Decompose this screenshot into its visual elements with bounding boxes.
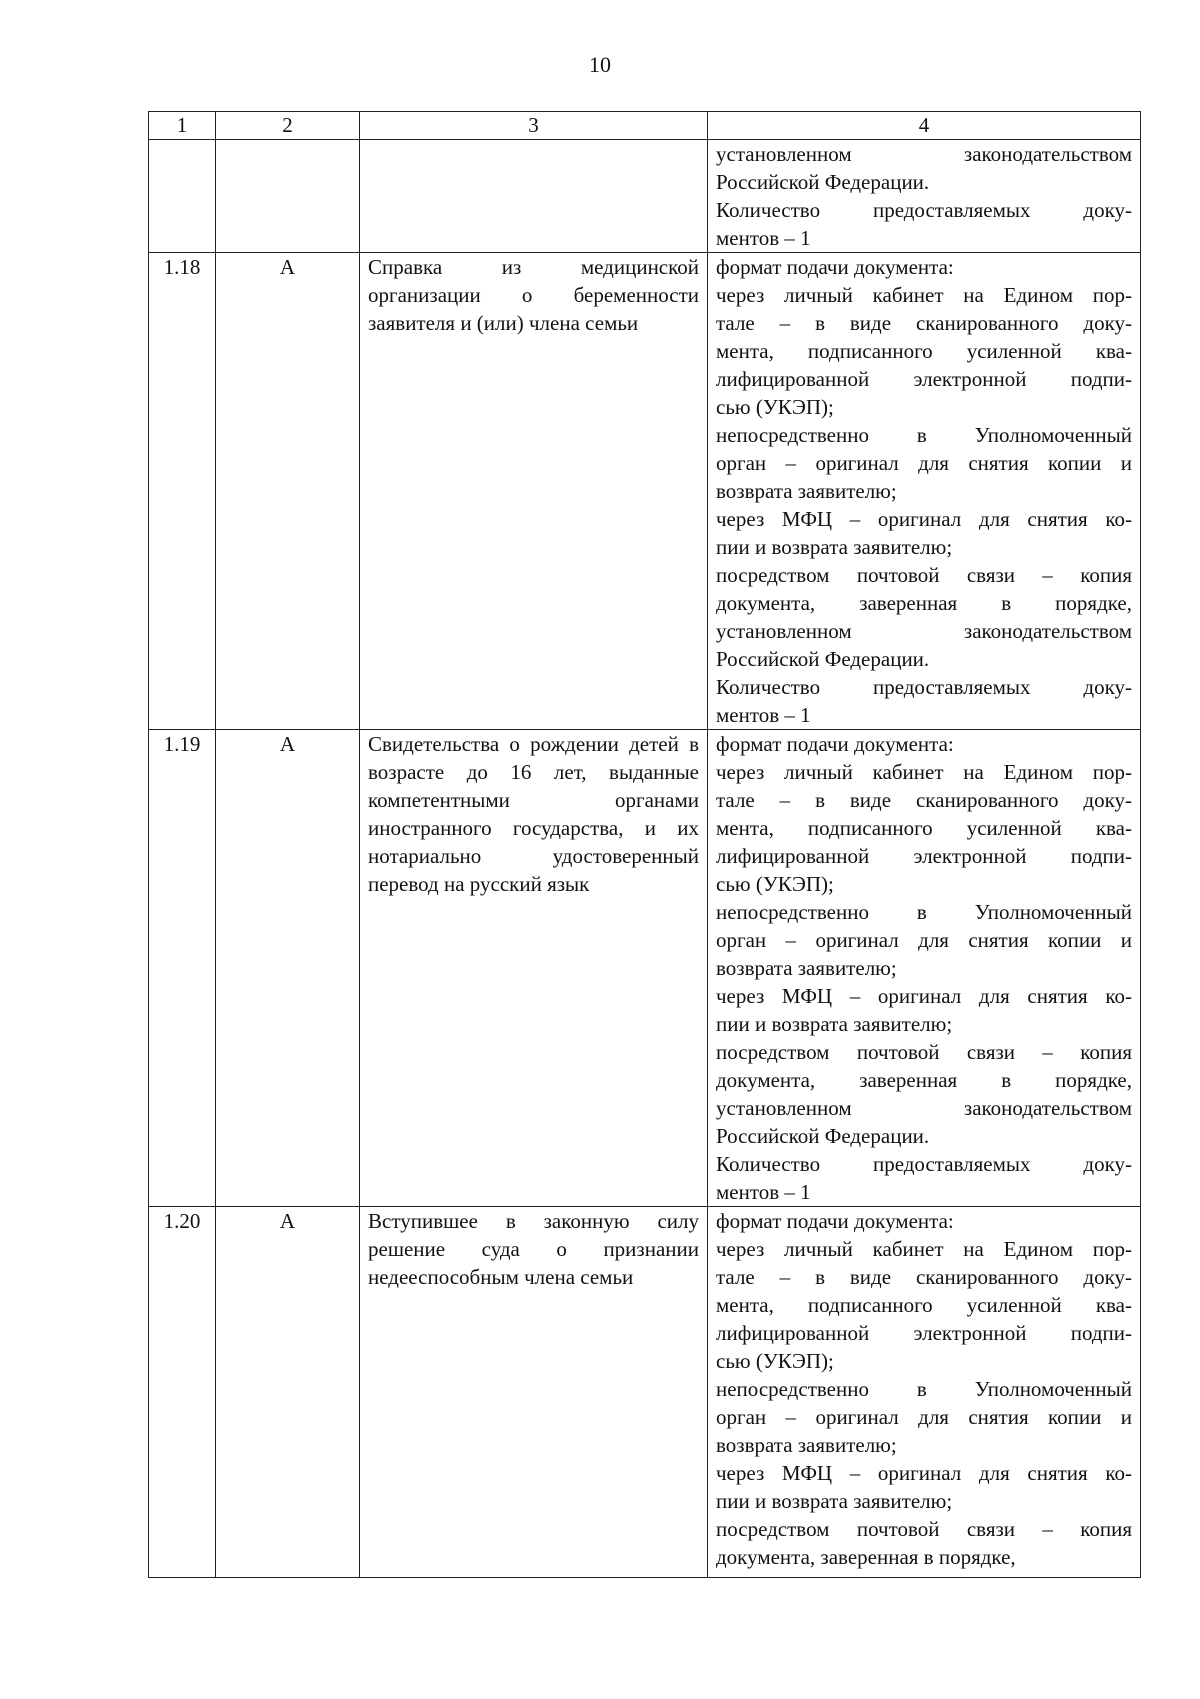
cell-text-line: сью (УКЭП); — [716, 395, 834, 419]
cell-text-line: ментов – 1 — [716, 703, 811, 727]
column-header-3: 3 — [360, 112, 708, 140]
document-description: Справка из медицинской организации о беременности заявителя и (или) члена семьи — [360, 253, 708, 730]
cell-empty — [360, 140, 708, 253]
cell-text-line: лифицированной электронной подпи- — [716, 1321, 1132, 1345]
column-header-4: 4 — [708, 112, 1141, 140]
page-number: 10 — [589, 52, 611, 77]
cell-text-line: через МФЦ – оригинал для снятия ко- — [716, 507, 1132, 531]
cell-text-line: возврата заявителю; — [716, 1433, 897, 1457]
cell-text-line: формат подачи документа: — [716, 255, 954, 279]
cell-text-line: через личный кабинет на Едином пор- — [716, 283, 1132, 307]
cell-text-line: орган – оригинал для снятия копии и — [716, 451, 1132, 475]
column-header-2: 2 — [216, 112, 360, 140]
cell-text-line: посредством почтовой связи – копия — [716, 1040, 1132, 1064]
cell-text-line: Количество предоставляемых доку- — [716, 675, 1132, 699]
cell-text-line: Российской Федерации. — [716, 647, 930, 671]
table-row — [149, 1207, 1141, 1578]
cell-text-line: Российской Федерации. — [716, 1124, 930, 1148]
cell-text-line: тале – в виде сканированного доку- — [716, 788, 1132, 812]
row-number: 1.18 — [149, 253, 216, 730]
cell-text-line: пии и возврата заявителю; — [716, 1012, 953, 1036]
cell-text-line: сью (УКЭП); — [716, 872, 834, 896]
row-code: А — [216, 1207, 360, 1578]
submission-format-cell — [708, 253, 1141, 730]
cell-text-line: тале – в виде сканированного доку- — [716, 311, 1132, 335]
column-header-1: 1 — [149, 112, 216, 140]
cell-text-line: Количество предоставляемых доку- — [716, 1152, 1132, 1176]
cell-text-line: ментов – 1 — [716, 226, 811, 250]
row-code: А — [216, 253, 360, 730]
cell-text-line: формат подачи документа: — [716, 732, 954, 756]
cell-text-line: документа, заверенная в порядке, — [716, 1068, 1132, 1092]
cell-text-line: посредством почтовой связи – копия — [716, 563, 1132, 587]
submission-format-cell — [708, 140, 1141, 253]
cell-text-line: через МФЦ – оригинал для снятия ко- — [716, 1461, 1132, 1485]
row-number: 1.20 — [149, 1207, 216, 1578]
cell-text-line: возврата заявителю; — [716, 956, 897, 980]
table-row — [149, 730, 1141, 1207]
cell-text-line: тале – в виде сканированного доку- — [716, 1265, 1132, 1289]
cell-text-line: непосредственно в Уполномоченный — [716, 423, 1132, 447]
cell-text-line: через МФЦ – оригинал для снятия ко- — [716, 984, 1132, 1008]
row-code: А — [216, 730, 360, 1207]
cell-text-line: сью (УКЭП); — [716, 1349, 834, 1373]
cell-text-line: пии и возврата заявителю; — [716, 535, 953, 559]
cell-text-line: мента, подписанного усиленной ква- — [716, 339, 1132, 363]
cell-text-line: установленном законодательством — [716, 619, 1132, 643]
cell-text-line: мента, подписанного усиленной ква- — [716, 816, 1132, 840]
cell-text-line: мента, подписанного усиленной ква- — [716, 1293, 1132, 1317]
cell-text-line: лифицированной электронной подпи- — [716, 367, 1132, 391]
cell-text-line: документа, заверенная в порядке, — [716, 591, 1132, 615]
cell-text-line: лифицированной электронной подпи- — [716, 844, 1132, 868]
cell-text-line: орган – оригинал для снятия копии и — [716, 1405, 1132, 1429]
cell-text-line: орган – оригинал для снятия копии и — [716, 928, 1132, 952]
table-row-continuation — [149, 140, 1141, 253]
submission-format-cell — [708, 730, 1141, 1207]
document-description: Вступившее в законную силу решение суда о признании недееспособным члена семьи — [360, 1207, 708, 1578]
cell-text-line: возврата заявителю; — [716, 479, 897, 503]
cell-empty — [149, 140, 216, 253]
table-header-row — [149, 112, 1141, 140]
cell-text-line: ментов – 1 — [716, 1180, 811, 1204]
cell-text-line: непосредственно в Уполномоченный — [716, 900, 1132, 924]
cell-text-line: установленном законодательством — [716, 1096, 1132, 1120]
cell-text-line: документа, заверенная в порядке, — [716, 1545, 1016, 1569]
submission-format-cell — [708, 1207, 1141, 1578]
cell-text-line: пии и возврата заявителю; — [716, 1489, 953, 1513]
cell-text-line: Количество предоставляемых доку- — [716, 198, 1132, 222]
documents-table — [148, 111, 1141, 1578]
row-number: 1.19 — [149, 730, 216, 1207]
cell-empty — [216, 140, 360, 253]
cell-text-line: непосредственно в Уполномоченный — [716, 1377, 1132, 1401]
table-row — [149, 253, 1141, 730]
document-description: Свидетельства о рождении детей в возрасте до 16 лет, выданные компетентными органами иностранного государства, и их нотариально удостоверенный перевод на русский язык — [360, 730, 708, 1207]
cell-text-line: посредством почтовой связи – копия — [716, 1517, 1132, 1541]
cell-text-line: Российской Федерации. — [716, 170, 930, 194]
cell-text-line: формат подачи документа: — [716, 1209, 954, 1233]
cell-text-line: через личный кабинет на Едином пор- — [716, 760, 1132, 784]
cell-text-line: установленном законодательством — [716, 142, 1132, 166]
cell-text-line: через личный кабинет на Едином пор- — [716, 1237, 1132, 1261]
